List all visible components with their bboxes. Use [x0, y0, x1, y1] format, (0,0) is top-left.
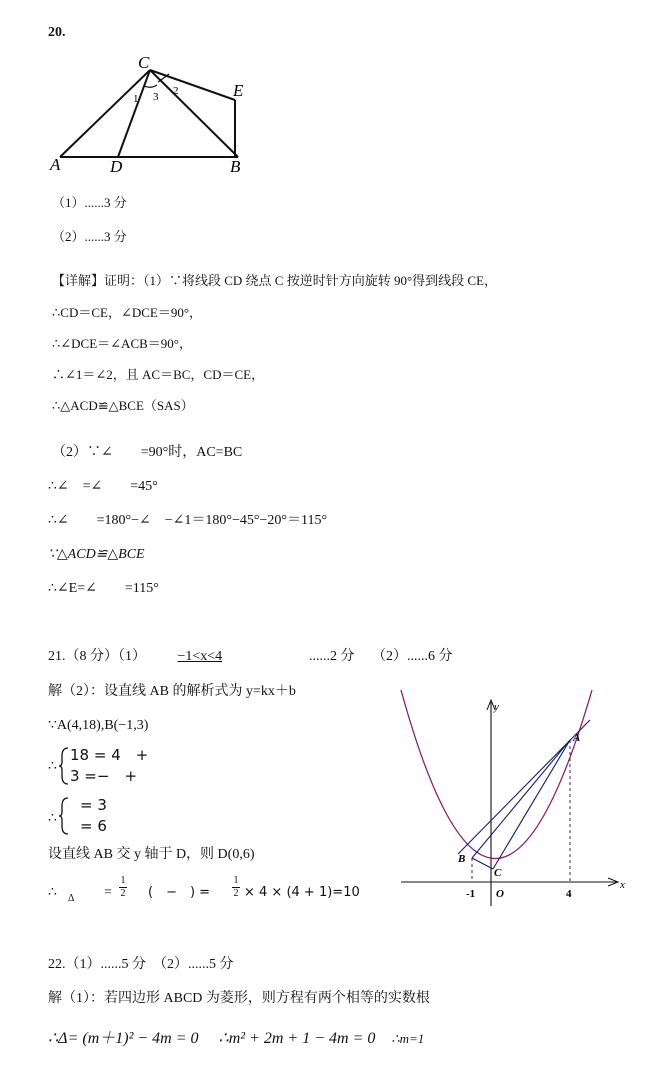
angle-3-label: 3 — [153, 91, 159, 103]
part2-line-4: ∵△ACD≌△BCE — [48, 547, 145, 562]
label-D: D — [110, 157, 123, 176]
area-equals: = — [104, 885, 112, 900]
proof-line-2: ∴∠DCE＝∠ACB＝90°， — [52, 336, 192, 351]
question-number-20: 20. — [48, 25, 66, 40]
angle-2-label: 2 — [173, 85, 179, 97]
system1-therefore: ∴ — [48, 759, 57, 774]
area-therefore: ∴ — [48, 885, 57, 900]
label-E: E — [233, 81, 244, 100]
q22-eq-2: ∴m² + 2m + 1 − 4m = 0 — [218, 1030, 376, 1047]
point-B-label: B — [458, 853, 466, 865]
label-B: B — [230, 157, 241, 176]
point-A-label: A — [573, 732, 581, 744]
point-C-label: C — [494, 867, 502, 879]
part2-line-1: （2）∵∠ =90°时，AC=BC — [52, 445, 243, 460]
q22-equation — [48, 1030, 424, 1048]
fraction-1-denominator: 2 — [120, 888, 126, 899]
part2-line-2: ∴∠ =∠ =45° — [48, 479, 158, 494]
angle-1-label: 1 — [133, 93, 139, 105]
tick-4-label: 4 — [566, 888, 572, 900]
fraction-2-numerator: 1 — [233, 875, 239, 886]
score-line-1: （1）......3 分 — [52, 195, 127, 210]
proof-line-4: ∴△ACD≌△BCE（SAS） — [52, 398, 194, 413]
system1-row-1: 18 = 4 + — [70, 746, 149, 764]
area-paren: ( − ) = — [148, 885, 211, 900]
triangle-figure — [40, 52, 270, 182]
q22-eq-3: ∴m=1 — [391, 1031, 425, 1046]
q22-eq-1: ∴Δ= (m＋1)² − 4m = 0 — [48, 1030, 199, 1047]
area-delta: Δ — [68, 893, 75, 904]
system1-brace — [58, 746, 70, 786]
area-fraction-2 — [232, 875, 240, 900]
q21-header — [48, 648, 453, 666]
score-line-2: （2）......3 分 — [52, 229, 127, 244]
q22-solution-intro: 解（1）：若四边形 ABCD 为菱形，则方程有两个相等的实数根 — [48, 991, 430, 1006]
proof-line-3: ∴∠1＝∠2，且 AC＝BC，CD＝CE， — [52, 367, 265, 382]
system2-row-1: = 3 — [80, 796, 107, 814]
tick-neg1-label: -1 — [466, 888, 476, 900]
area-fraction-1 — [119, 875, 127, 900]
q21-answer-1: −1<x<4 — [177, 649, 223, 664]
part2-line-5: ∴∠E=∠ =115° — [48, 581, 159, 596]
axis-x-label: x — [620, 879, 625, 891]
origin-label: O — [496, 888, 504, 900]
q21-score-1: ......2 分 — [309, 649, 355, 664]
fraction-1-numerator: 1 — [120, 875, 126, 886]
q21-header-label: 21.（8 分）（1） — [48, 649, 146, 664]
system2-row-2: = 6 — [80, 817, 107, 835]
system2-brace — [58, 796, 70, 836]
q22-header: 22.（1）......5 分 （2）......5 分 — [48, 957, 234, 972]
area-rest: × 4 × (4 + 1)=10 — [244, 885, 360, 900]
proof-line-1: ∴CD＝CE，∠DCE＝90°， — [52, 305, 203, 320]
system1-row-2: 3 =− + — [70, 767, 138, 785]
parabola-graph — [396, 682, 636, 914]
axis-y-label: y — [494, 701, 499, 713]
detail-intro: 【详解】证明：（1）∵将线段 CD 绕点 C 按逆时针方向旋转 90°得到线段 CE， — [52, 273, 498, 288]
label-A: A — [50, 155, 61, 174]
label-C: C — [138, 53, 150, 72]
q21-score-2: （2）......6 分 — [372, 649, 453, 664]
q21-d-line: 设直线 AB 交 y 轴于 D，则 D(0,6) — [48, 847, 255, 862]
system2-therefore: ∴ — [48, 811, 57, 826]
q21-solution-intro: 解（2）：设直线 AB 的解析式为 y=kx＋b — [48, 684, 296, 699]
part2-line-3: ∴∠ =180°−∠ −∠1＝180°−45°−20°＝115° — [48, 513, 328, 528]
q21-points: ∵A(4,18),B(−1,3) — [48, 718, 149, 733]
fraction-2-denominator: 2 — [233, 888, 239, 899]
